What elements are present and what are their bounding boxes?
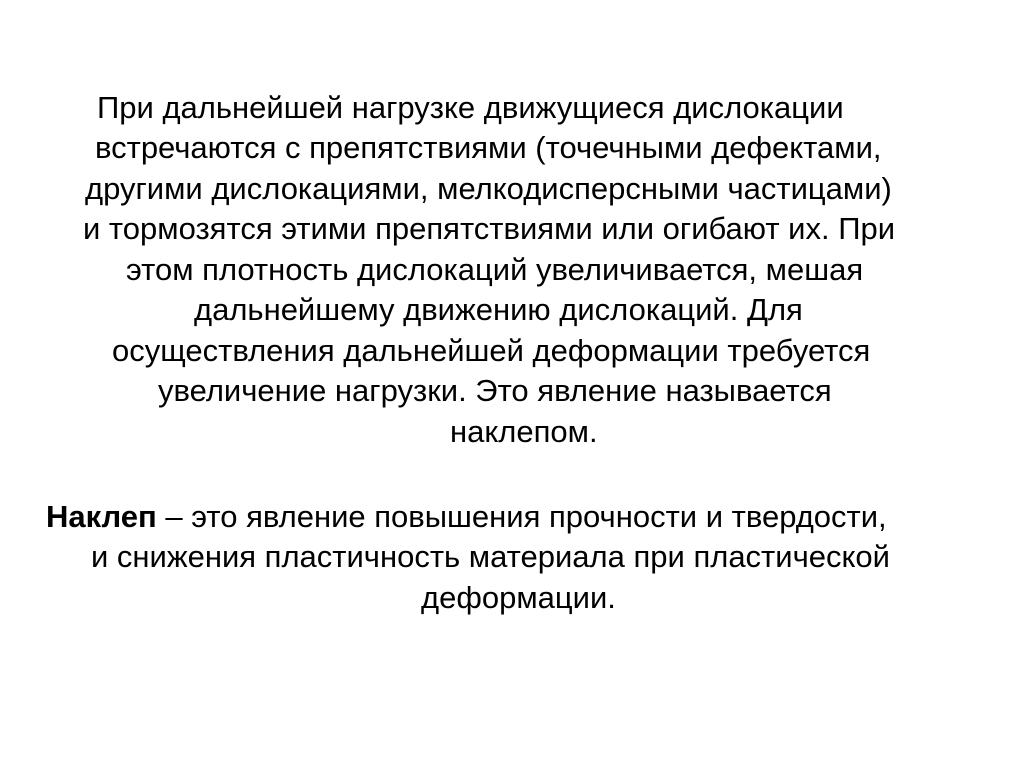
paragraph-line: другими дислокациями, мелкодисперсными частицами) [85, 171, 892, 206]
paragraph-line: При дальнейшей нагрузке движущиеся дислокации [97, 90, 844, 125]
paragraph-line: этом плотность дислокаций увеличивается, мешая [126, 252, 864, 287]
paragraph-line: наклепом. [450, 414, 598, 449]
definition-text: – это явление повышения прочности и твердости, [156, 499, 887, 534]
paragraph-line: осуществления дальнейшей деформации требуется [112, 333, 871, 368]
definition-line: деформации. [421, 580, 616, 615]
definition-line: и снижения пластичность материала при пластической [91, 539, 890, 574]
paragraph-line: встречаются с препятствиями (точечными дефектами, [95, 130, 882, 165]
paragraph-line: увеличение нагрузки. Это явление называется [158, 373, 832, 408]
defined-term: Наклеп [46, 499, 157, 534]
paragraph-line: дальнейшему движению дислокаций. Для [194, 292, 803, 327]
definition-line [46, 497, 887, 538]
paragraph-line: и тормозятся этими препятствиями или огибают их. При [83, 211, 896, 246]
